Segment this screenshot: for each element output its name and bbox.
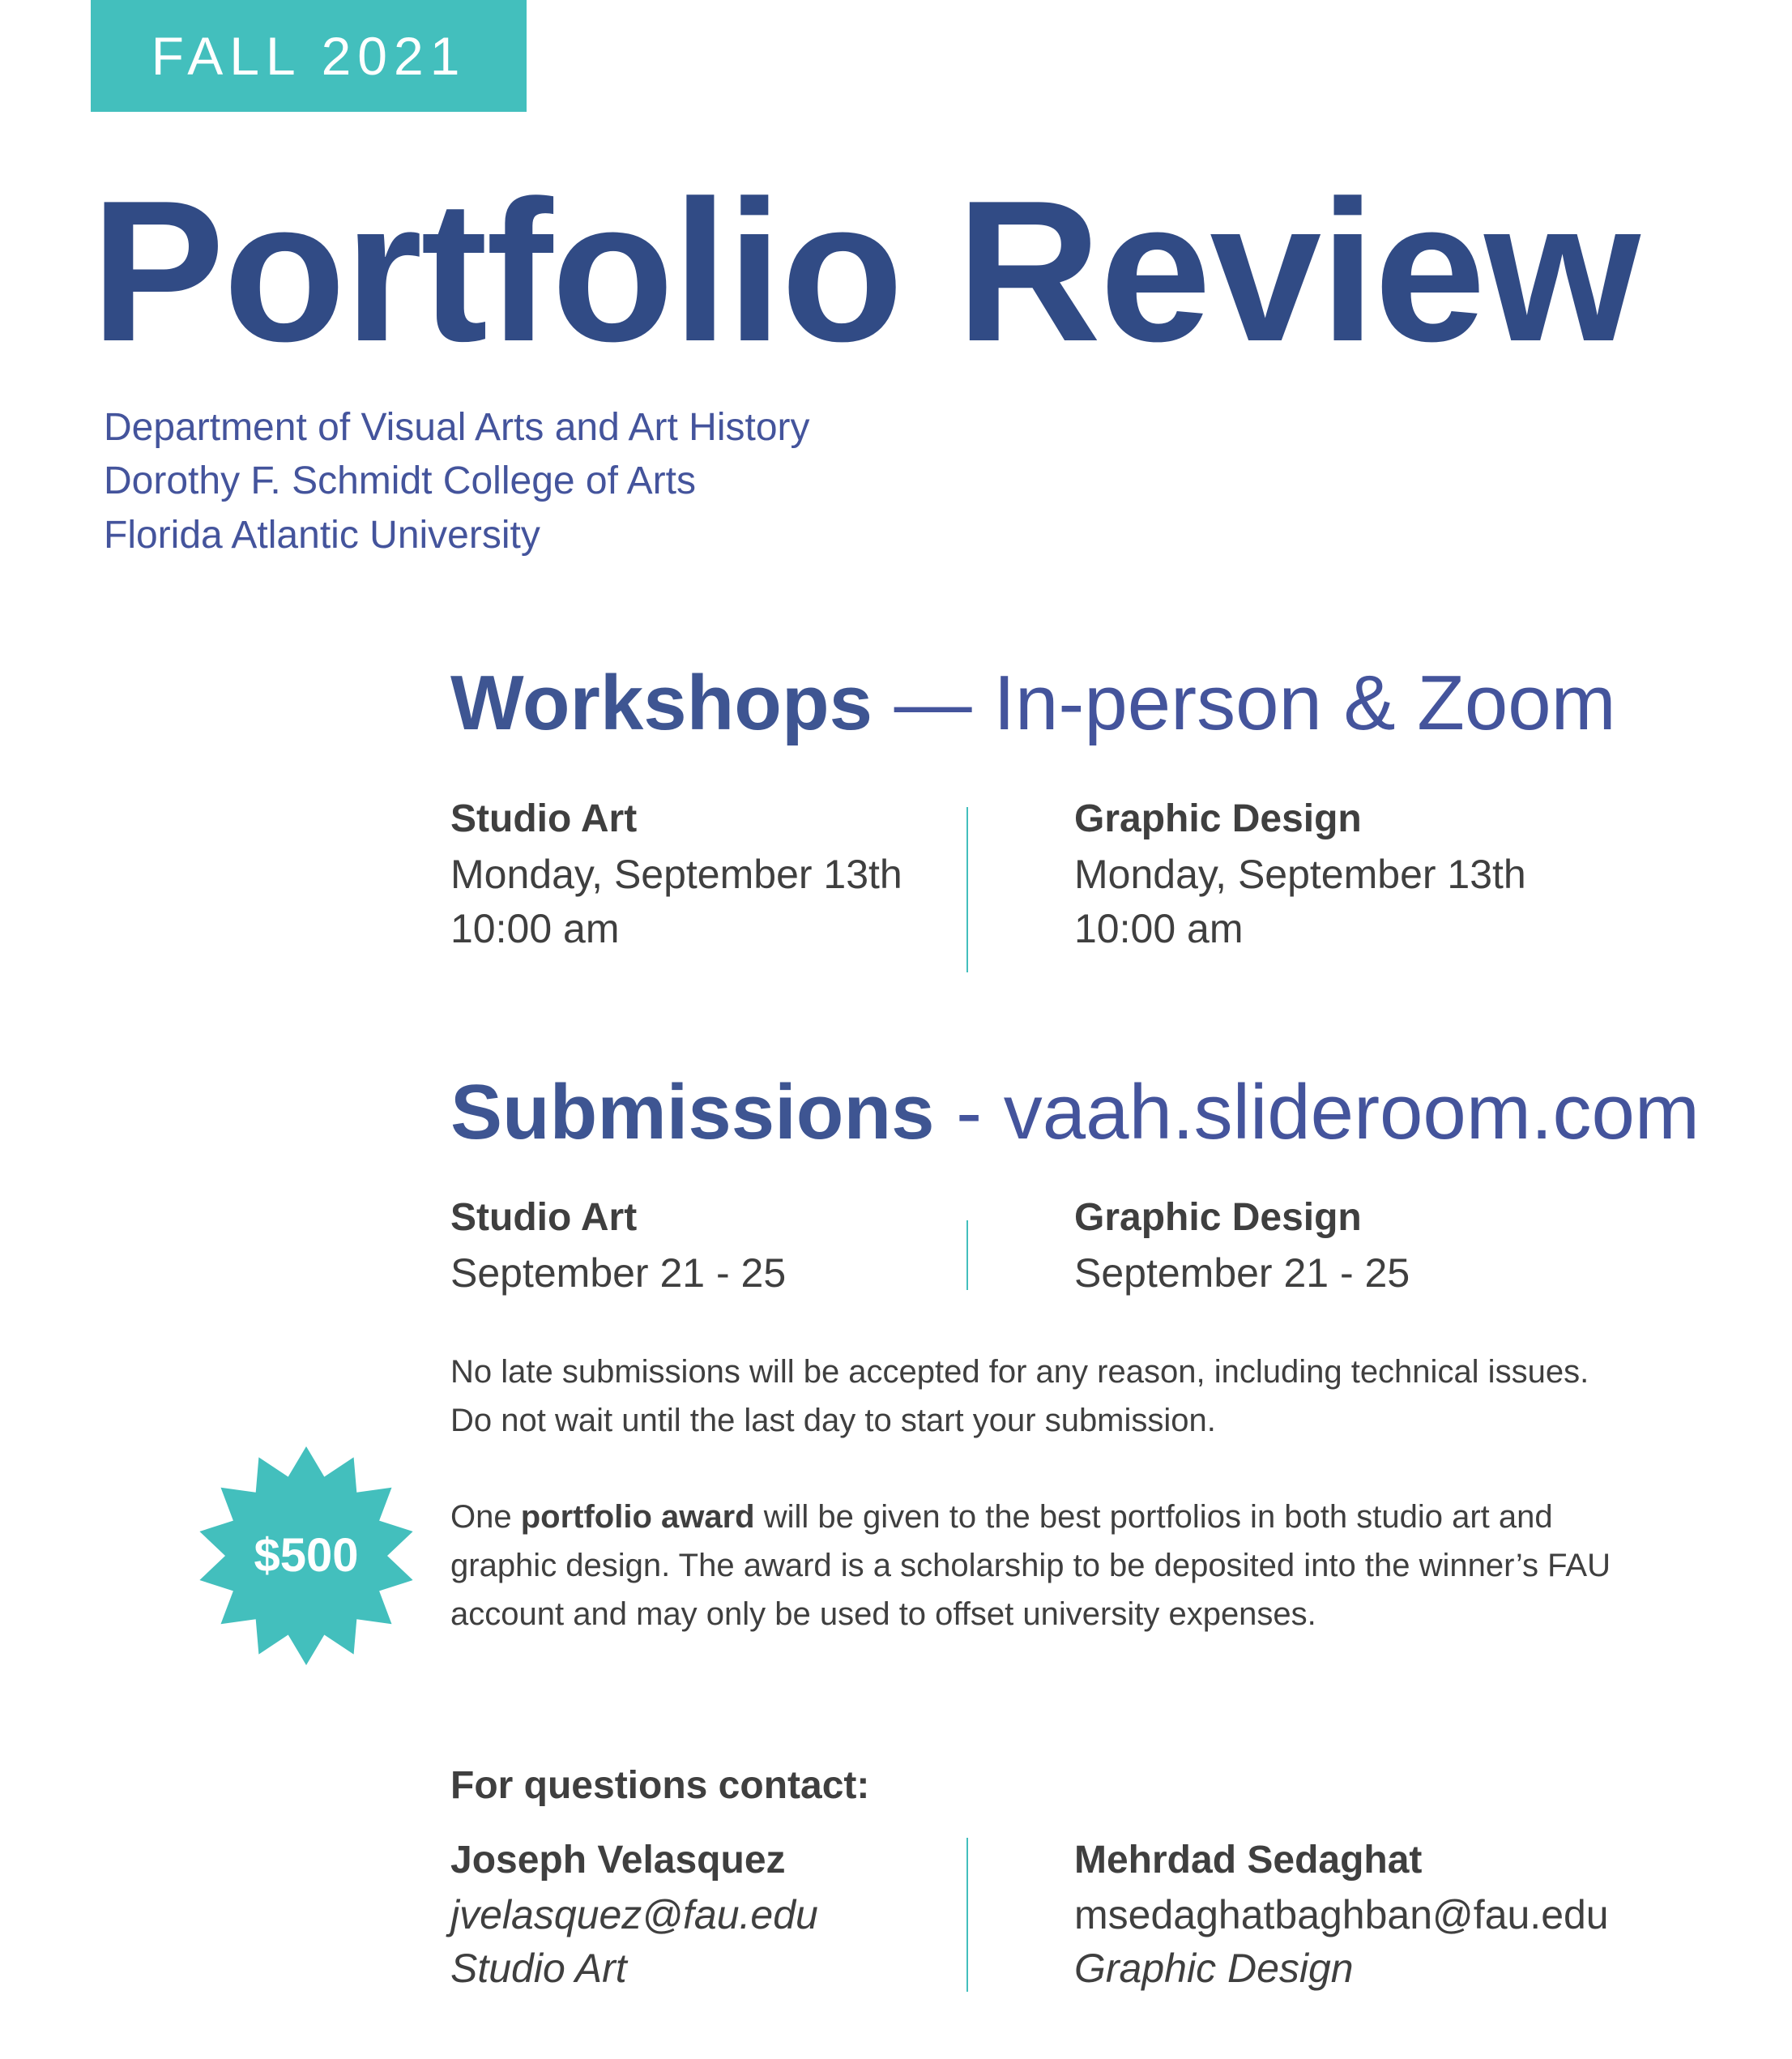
award-line-2: graphic design. The award is a scholarship to be deposited into the winner’s FAU	[450, 1548, 1611, 1583]
submissions-url: - vaah.slideroom.com	[934, 1069, 1700, 1156]
award-line-1-bold: portfolio award	[520, 1499, 755, 1535]
submission-studio-title: Studio Art	[450, 1196, 638, 1239]
contact-studio-name: Joseph Velasquez	[450, 1839, 786, 1882]
contact-studio-email[interactable]: jvelasquez@fau.edu	[450, 1892, 818, 1937]
page-title: Portfolio Review	[91, 158, 1639, 383]
org-department: Department of Visual Arts and Art History	[104, 406, 810, 449]
contact-divider	[966, 1838, 968, 1992]
submissions-heading	[450, 1069, 1700, 1156]
term-label: FALL 2021	[151, 26, 467, 86]
submission-design-dates: September 21 - 25	[1074, 1250, 1410, 1296]
workshop-studio-time: 10:00 am	[450, 906, 620, 951]
workshops-divider	[966, 807, 968, 972]
notice-line-1: No late submissions will be accepted for any reason, including technical issues.	[450, 1354, 1589, 1390]
workshop-design-time: 10:00 am	[1074, 906, 1244, 951]
submission-notice	[450, 1348, 1589, 1445]
contact-design-email[interactable]: msedaghatbaghban@fau.edu	[1074, 1892, 1609, 1937]
submissions-divider	[966, 1220, 968, 1290]
award-line-1	[450, 1493, 1611, 1541]
contact-heading: For questions contact:	[450, 1764, 870, 1807]
award-line-3: account and may only be used to offset university expenses.	[450, 1596, 1316, 1632]
contact-studio-area: Studio Art	[450, 1946, 627, 1991]
workshop-design-title: Graphic Design	[1074, 797, 1362, 840]
submission-studio-dates: September 21 - 25	[450, 1250, 787, 1296]
contact-design-area: Graphic Design	[1074, 1946, 1354, 1991]
contact-design-name: Mehrdad Sedaghat	[1074, 1839, 1423, 1882]
award-description	[450, 1493, 1611, 1638]
award-line-1-post: will be given to the best portfolios in both studio art and	[754, 1499, 1553, 1535]
award-line-1-pre: One	[450, 1499, 521, 1535]
org-university: Florida Atlantic University	[104, 514, 540, 557]
term-tag	[91, 0, 527, 112]
workshops-heading	[450, 660, 1616, 746]
org-college: Dorothy F. Schmidt College of Arts	[104, 459, 696, 502]
workshop-studio-title: Studio Art	[450, 797, 638, 840]
submission-design-title: Graphic Design	[1074, 1196, 1362, 1239]
award-amount: $500	[254, 1529, 359, 1582]
workshops-heading-detail: — In-person & Zoom	[872, 660, 1616, 746]
workshops-heading-label: Workshops	[450, 660, 873, 746]
submissions-heading-label: Submissions	[450, 1069, 935, 1156]
workshop-studio-date: Monday, September 13th	[450, 852, 902, 897]
notice-line-2: Do not wait until the last day to start your submission.	[450, 1403, 1216, 1438]
workshop-design-date: Monday, September 13th	[1074, 852, 1526, 897]
